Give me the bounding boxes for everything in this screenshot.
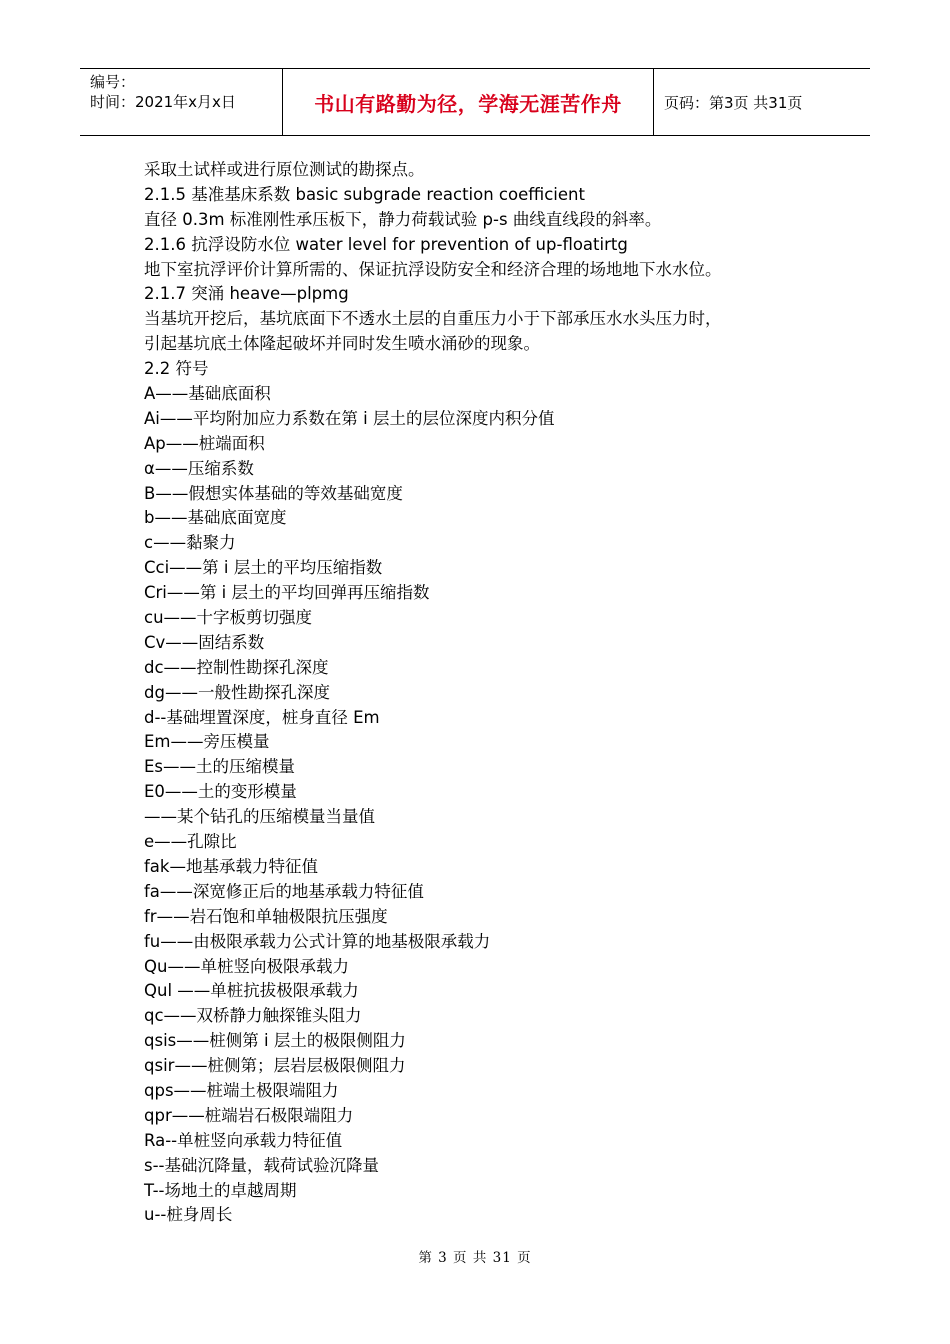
time-label: 时间：2021年x月x日: [90, 93, 236, 111]
text-line: T--场地土的卓越周期: [144, 1180, 297, 1200]
text-line: Cci——第 i 层土的平均压缩指数: [144, 558, 383, 578]
text-line: Es——土的压缩模量: [144, 757, 296, 777]
text-line: Cv——固结系数: [144, 632, 265, 652]
text-line: qsis——桩侧第 i 层土的极限侧阻力: [144, 1031, 406, 1051]
document-body: [144, 158, 844, 1228]
header-page-cell: [654, 69, 870, 135]
text-line: 采取土试样或进行原位测试的勘探点。: [144, 160, 425, 179]
text-line: 直径 0.3m 标准刚性承压板下，静力荷载试验 p-s 曲线直线段的斜率。: [144, 209, 662, 229]
text-line: E0——土的变形模量: [144, 782, 297, 802]
motto-text: 书山有路勤为径，学海无涯苦作舟: [314, 91, 622, 116]
text-line: ——某个钻孔的压缩模量当量值: [144, 807, 375, 827]
text-line: cu——十字板剪切强度: [144, 608, 313, 628]
text-line: 2.1.6 抗浮设防水位 water level for prevention of up-floatirtg: [144, 234, 628, 254]
text-line: c——黏聚力: [144, 533, 236, 553]
text-line: dc——控制性勘探孔深度: [144, 657, 329, 677]
text-line: 2.2 符号: [144, 359, 209, 379]
text-line: fu——由极限承载力公式计算的地基极限承载力: [144, 931, 491, 951]
text-line: 当基坑开挖后，基坑底面下不透水土层的自重压力小于下部承压水水头压力时，: [144, 309, 722, 329]
text-line: 2.1.5 基准基床系数 basic subgrade reaction coefficient: [144, 184, 585, 204]
text-line: fr——岩石饱和单轴极限抗压强度: [144, 906, 388, 926]
text-line: Qu——单桩竖向极限承载力: [144, 956, 349, 976]
text-line: 地下室抗浮评价计算所需的、保证抗浮设防安全和经济合理的场地地下水水位。: [144, 259, 722, 279]
text-line: A——基础底面积: [144, 384, 271, 404]
page-info: 页码：第3页 共31页: [664, 93, 803, 112]
text-line: qsir——桩侧第；层岩层极限侧阻力: [144, 1056, 406, 1076]
text-line: α——压缩系数: [144, 458, 254, 478]
text-line: B——假想实体基础的等效基础宽度: [144, 483, 403, 503]
text-line: Ap——桩端面积: [144, 433, 265, 453]
text-line: s--基础沉降量，载荷试验沉降量: [144, 1155, 380, 1175]
text-line: e——孔隙比: [144, 832, 237, 852]
text-line: b——基础底面宽度: [144, 508, 287, 528]
text-line: fak—地基承载力特征值: [144, 856, 318, 876]
header-left-cell: [80, 69, 282, 135]
text-line: Qul ——单桩抗拔极限承载力: [144, 981, 359, 1001]
text-line: u--桩身周长: [144, 1205, 233, 1225]
text-line: qps——桩端土极限端阻力: [144, 1080, 339, 1100]
text-line: 2.1.7 突涌 heave—plpmg: [144, 284, 349, 304]
text-line: 引起基坑底土体隆起破坏并同时发生喷水涌砂的现象。: [144, 334, 540, 354]
header-motto-cell: [282, 69, 654, 135]
number-label: 编号：: [90, 73, 136, 91]
text-line: Cri——第 i 层土的平均回弹再压缩指数: [144, 583, 430, 603]
text-line: d--基础埋置深度，桩身直径 Em: [144, 707, 380, 727]
text-line: Ai——平均附加应力系数在第 i 层土的层位深度内积分值: [144, 408, 555, 428]
text-line: qc——双桥静力触探锥头阻力: [144, 1006, 362, 1026]
page-footer: 第 3 页 共 31 页: [418, 1250, 532, 1266]
text-line: qpr——桩端岩石极限端阻力: [144, 1105, 354, 1125]
text-line: dg——一般性勘探孔深度: [144, 682, 330, 702]
text-line: Em——旁压模量: [144, 732, 270, 752]
text-line: Ra--单桩竖向承载力特征值: [144, 1130, 343, 1150]
page-header: [80, 68, 870, 136]
text-line: fa——深宽修正后的地基承载力特征值: [144, 881, 424, 901]
